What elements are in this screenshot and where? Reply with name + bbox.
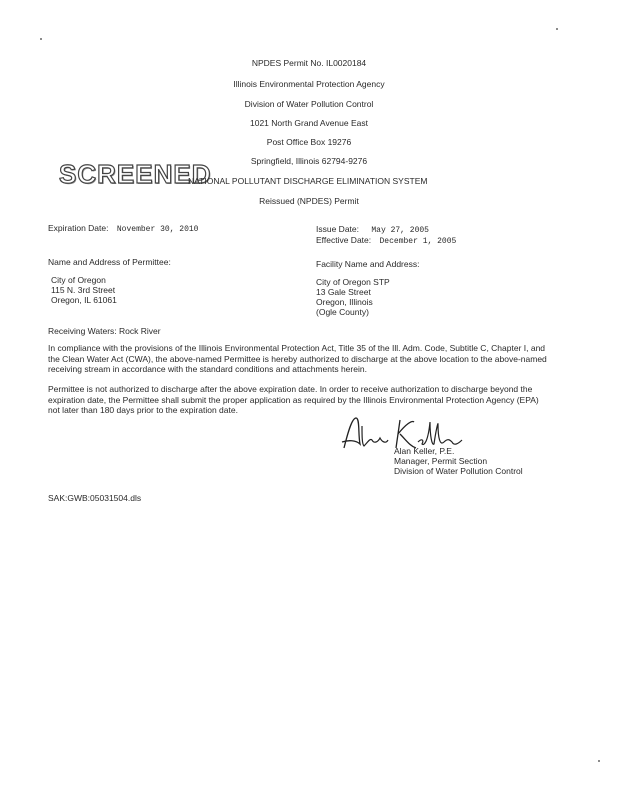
effective-label: Effective Date: [316,235,372,245]
facility-county: (Ogle County) [316,307,369,317]
compliance-line: In compliance with the provisions of the Illinois Environmental Protection Act, Title 35 of the Ill. Adm. Code, Subtitle C, Chapter I, and [48,343,546,353]
authorization-line: not later than 180 days prior to the expiration date. [48,405,238,416]
division-name: Division of Water Pollution Control [244,99,374,109]
authorization-paragraph [48,384,576,416]
permittee-heading: Name and Address of Permittee: [48,257,171,267]
receiving-waters: Receiving Waters: Rock River [48,326,161,336]
scan-speck [40,38,42,40]
system-title: NATIONAL POLLUTANT DISCHARGE ELIMINATION SYSTEM [188,176,428,186]
scan-speck [556,28,558,30]
compliance-line: receiving stream in accordance with the standard conditions and attachments herein. [48,364,367,375]
scan-speck [598,760,600,762]
agency-street: 1021 North Grand Avenue East [250,118,368,128]
permit-type: Reissued (NPDES) Permit [259,196,359,206]
agency-po-box: Post Office Box 19276 [266,137,352,147]
signatory-division: Division of Water Pollution Control [394,466,523,476]
issue-label: Issue Date: [316,224,359,234]
facility-heading: Facility Name and Address: [316,259,420,269]
authorization-line: Permittee is not authorized to discharge after the above expiration date. In order to receive authorization to discharge beyond the [48,384,533,394]
permittee-name: City of Oregon [51,275,106,285]
authorization-line: expiration date, the Permittee shall submit the proper application as required by the Illinois Environmental Protection Agency (EPA) [48,394,539,405]
compliance-paragraph [48,343,576,375]
facility-street: 13 Gale Street [316,287,371,297]
agency-city: Springfield, Illinois 62794-9276 [250,156,368,166]
screened-stamp: SCREENED [59,159,212,189]
permittee-city: Oregon, IL 61061 [51,295,117,305]
compliance-line: the Clean Water Act (CWA), the above-named Permittee is hereby authorized to discharge at the above location to the above-named [48,353,547,364]
issue-value: May 27, 2005 [371,226,429,235]
file-reference: SAK:GWB:05031504.dls [48,493,142,503]
expiration-date [48,223,198,235]
permit-number: NPDES Permit No. IL0020184 [251,58,367,68]
expiration-label: Expiration Date: [48,223,109,233]
permittee-street: 115 N. 3rd Street [51,285,116,295]
effective-date [316,235,456,247]
facility-city: Oregon, Illinois [316,297,373,307]
expiration-value: November 30, 2010 [116,225,199,234]
effective-value: December 1, 2005 [379,237,457,246]
signatory-name: Alan Keller, P.E. [394,446,455,456]
agency-name: Illinois Environmental Protection Agency [233,79,385,89]
signatory-title: Manager, Permit Section [394,456,488,466]
facility-name: City of Oregon STP [316,277,390,287]
